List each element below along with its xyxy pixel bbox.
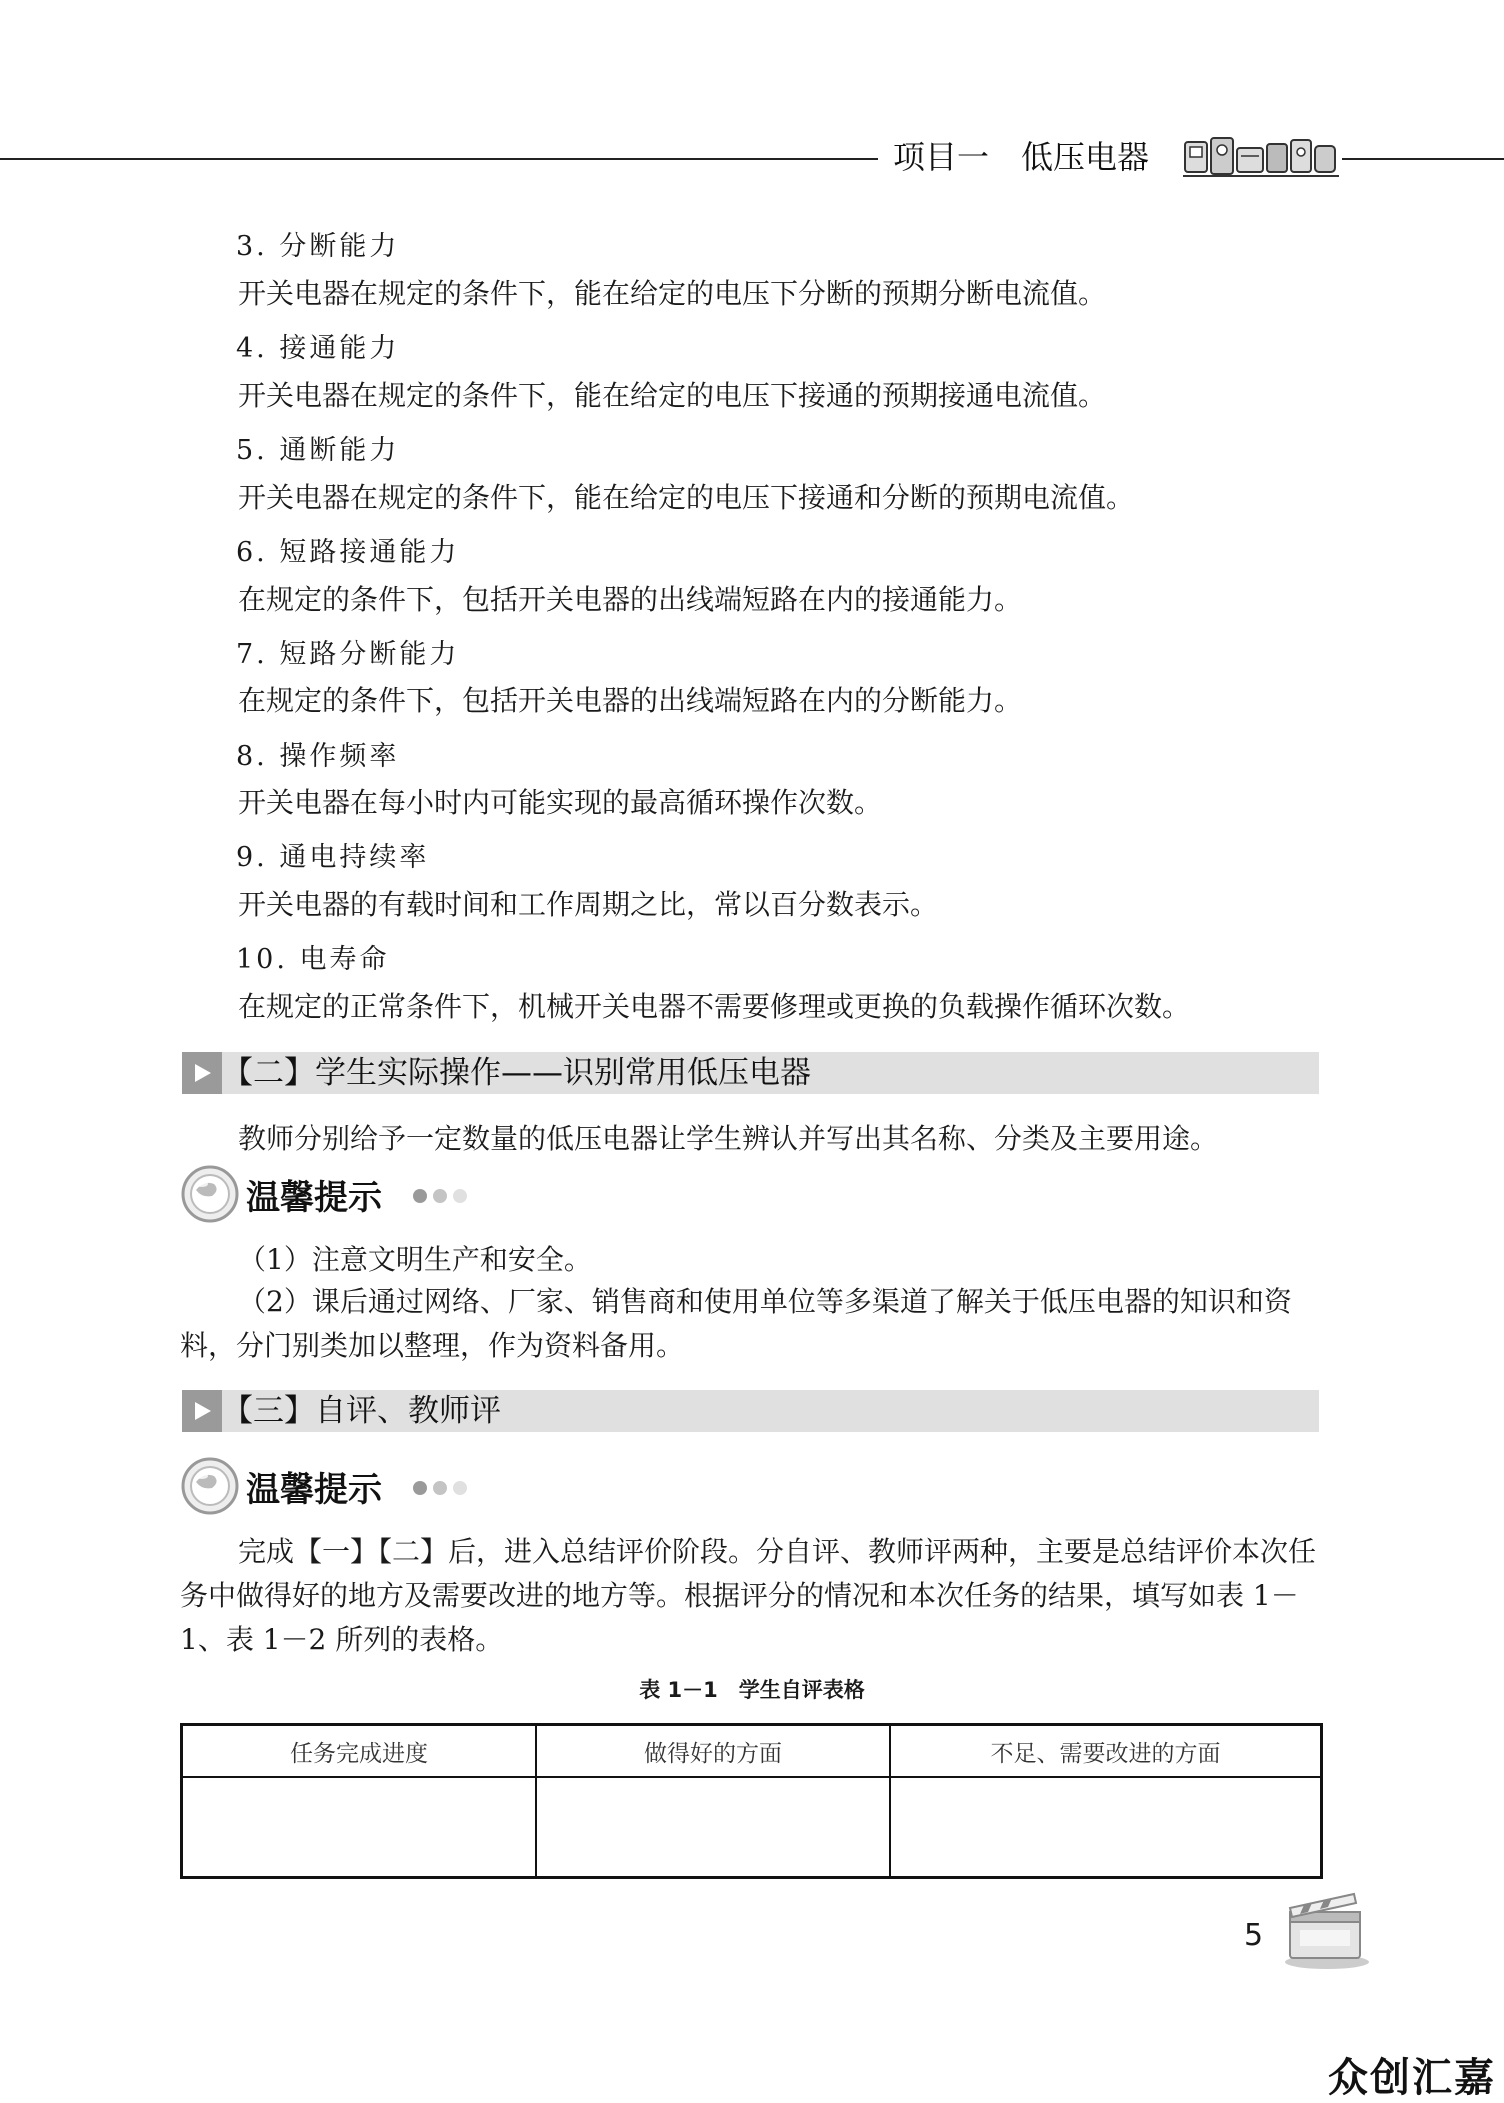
- tip-item: （1）注意文明生产和安全。: [238, 1243, 592, 1276]
- item-text: 开关电器在规定的条件下，能在给定的电压下接通和分断的预期电流值。: [238, 481, 1135, 514]
- table-cell[interactable]: [890, 1777, 1322, 1878]
- table-cell[interactable]: [536, 1777, 890, 1878]
- low-voltage-devices-icon: [1183, 136, 1339, 180]
- tip-item: （2）课后通过网络、厂家、销售商和使用单位等多渠道了解关于低压电器的知识和资料，分门别类加以整理，作为资料备用。: [180, 1285, 1292, 1362]
- item-text: 在规定的条件下，包括开关电器的出线端短路在内的分断能力。: [238, 684, 1023, 717]
- item-heading: 6. 短路接通能力: [236, 537, 460, 568]
- header-rule-left: [0, 158, 878, 160]
- watermark: 众创汇嘉: [1328, 2055, 1496, 2101]
- dots-icon: [412, 1478, 482, 1498]
- table-header-cell: 不足、需要改进的方面: [890, 1725, 1322, 1778]
- section-title: 【三】自评、教师评: [222, 1393, 501, 1429]
- table-header-cell: 做得好的方面: [536, 1725, 890, 1778]
- item-text: 在规定的正常条件下，机械开关电器不需要修理或更换的负载操作循环次数。: [238, 990, 1191, 1023]
- tip-title: 温馨提示: [246, 1470, 382, 1510]
- tip-box: [180, 1164, 510, 1228]
- section-text: 完成【一】【二】后，进入总结评价阶段。分自评、教师评两种，主要是总结评价本次任务中做得好的地方及需要改进的地方等。根据评分的情况和本次任务的结果，填写如表 1－1、表 1－2 所列的表格。: [180, 1535, 1317, 1656]
- section-title: 【二】学生实际操作——识别常用低压电器: [222, 1055, 811, 1091]
- tip-title: 温馨提示: [246, 1178, 382, 1218]
- globe-tip-icon: [180, 1456, 240, 1516]
- item-heading: 9. 通电持续率: [236, 842, 430, 873]
- item-heading: 10. 电寿命: [236, 944, 390, 975]
- item-text: 开关电器在规定的条件下，能在给定的电压下分断的预期分断电流值。: [238, 277, 1107, 310]
- dots-icon: [412, 1186, 482, 1206]
- table-row: [182, 1777, 1322, 1878]
- section-text: 教师分别给予一定数量的低压电器让学生辨认并写出其名称、分类及主要用途。: [238, 1122, 1219, 1155]
- section-banner: [182, 1052, 1319, 1094]
- item-heading: 4. 接通能力: [236, 333, 400, 364]
- clapperboard-icon: [1282, 1890, 1372, 1970]
- table-cell[interactable]: [182, 1777, 537, 1878]
- item-heading: 7. 短路分断能力: [236, 639, 460, 670]
- item-text: 开关电器的有载时间和工作周期之比，常以百分数表示。: [238, 888, 939, 921]
- table-caption: 表 1－1 学生自评表格: [639, 1678, 865, 1702]
- item-text: 开关电器在规定的条件下，能在给定的电压下接通的预期接通电流值。: [238, 379, 1107, 412]
- table-header-row: [182, 1725, 1322, 1778]
- item-text: 在规定的条件下，包括开关电器的出线端短路在内的接通能力。: [238, 583, 1023, 616]
- tip-box: [180, 1456, 510, 1520]
- section-banner: [182, 1390, 1319, 1432]
- chapter-title: 项目一 低压电器: [893, 138, 1150, 176]
- play-marker-icon: [182, 1390, 222, 1432]
- self-evaluation-table: [180, 1723, 1323, 1879]
- item-heading: 8. 操作频率: [236, 741, 400, 772]
- header-rule-right: [1342, 158, 1504, 160]
- item-heading: 5. 通断能力: [236, 435, 400, 466]
- globe-tip-icon: [180, 1164, 240, 1224]
- play-marker-icon: [182, 1052, 222, 1094]
- item-text: 开关电器在每小时内可能实现的最高循环操作次数。: [238, 786, 883, 819]
- item-heading: 3. 分断能力: [236, 231, 400, 262]
- table-header-cell: 任务完成进度: [182, 1725, 537, 1778]
- page-number: 5: [1244, 1918, 1264, 1953]
